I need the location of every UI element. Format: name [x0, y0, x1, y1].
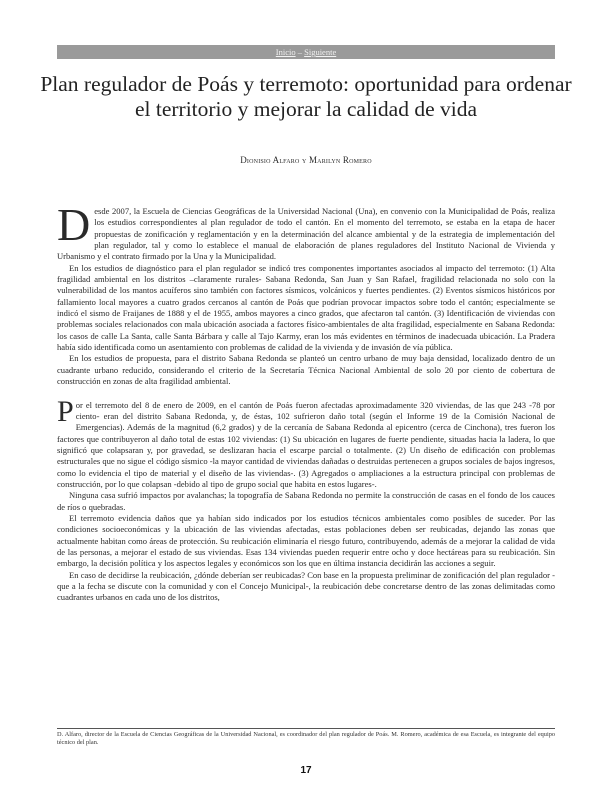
- paragraph-1: [57, 199, 555, 263]
- article-body: [57, 199, 555, 604]
- page-number: 17: [300, 765, 312, 776]
- article-authors: Dionisio Alfaro y Marilyn Romero: [240, 155, 372, 165]
- previous-link[interactable]: Inicio: [275, 47, 296, 57]
- next-link[interactable]: Siguiente: [304, 47, 337, 57]
- footnote: D. Alfaro, director de la Escuela de Ciencias Geográficas de la Universidad Nacional, es coordinador del plan regulador de Poás. M. Romero, académica de esa Escuela, es integrante del equipo técnico del plan.: [57, 731, 555, 746]
- paragraph-text: esde 2007, la Escuela de Ciencias Geográficas de la Universidad Nacional (Una), en convenio con la Municipalidad de Poás, realiza los estudios correspondientes al plan regulador de todo el cantón. En el momento del terremoto, se estaba en la etapa de hacer propuestas de zonificación y reglamentación y en la determinación del alcance ambiental y de la estrategia de implementación del plan regulador, tal y como lo establece el manual de elaboración de planes reguladores del Instituto Nacional de Vivienda y Urbanismo y el contrato firmado por la Una y la Municipalidad.: [57, 206, 555, 262]
- paragraph-text: or el terremoto del 8 de enero de 2009, en el cantón de Poás fueron afectadas aproximadamente 320 viviendas, de las que 243 -78 por ciento- eran del distrito Sabana Redonda, y, de éstas, 102 sufrieron daño total (según el Informe 19 de la Comisión Nacional de Emergencias). Además de la magnitud (6,2 grados) y de la cercanía de Sabana Redonda al epicentro (cerca de Cinchona), tres fueron los factores que contribuyeron al daño total de estas 102 viviendas: (1) Su ubicación en lugares de fuerte pendiente, situadas hacia la ladera, lo que significó que colapsaran y, por gravedad, se deslizaran hacia el escarpe parcial o totalmente. (2) Un diseño de edificación con problemas estructurales que no sigue el código sísmico -la mayor cantidad de viviendas dañadas o destruidas pertenecen a grupos sociales de bajos ingresos, como lo evidencia el tipo de material y el diseño de las viviendas-. (3) Agregados o ampliaciones a la estructura principal con problemas de construcción, por lo que colapsan -debido al tipo de grupo social que habita en estos lugares-.: [57, 399, 555, 489]
- article-title: Plan regulador de Poás y terremoto: oportunidad para ordenar el territorio y mejorar la calidad de vida: [40, 72, 572, 121]
- paragraph-3: En los estudios de propuesta, para el distrito Sabana Redonda se planteó un centro urbano de muy baja densidad, localizado dentro de un cuadrante urbano reducido, considerando el criterio de la Secretaría Técnica Nacional Ambiental de solo 20 por ciento de cobertura de construcción en zonas de alta fragilidad ambiental.: [57, 353, 555, 387]
- paragraph-6: El terremoto evidencia daños que ya habían sido indicados por los estudios técnicos ambientales como posibles de suceder. Por las condiciones socioeconómicas y la ubicación de las viviendas afectadas, estas poblaciones deben ser reubicadas, dejando las zonas que actualmente habitan como áreas de protección. Su reubicación eliminaría el riesgo futuro, contribuyendo, además de a mejorar la calidad de vida de las personas, a mejorar el estado de sus viviendas. Esas 134 viviendas pueden requerir entre ocho y doce hectáreas para su reubicación. Sin embargo, la decisión política y los aspectos legales y económicos son los que en última instancia decidirán las acciones a seguir.: [57, 512, 555, 569]
- drop-cap: P: [57, 394, 74, 428]
- navigation-bar: [57, 45, 555, 59]
- paragraph-4: [57, 394, 555, 491]
- drop-cap: D: [57, 199, 91, 250]
- paragraph-5: Ninguna casa sufrió impactos por avalanchas; la topografía de Sabana Redonda no permite la construcción de casas en el fondo de los cauces de ríos o quebradas.: [57, 490, 555, 512]
- paragraph-2: En los estudios de diagnóstico para el plan regulador se indicó tres componentes importantes asociados al impacto del terremoto: (1) Alta fragilidad ambiental en los distritos –claramente rurales- Sabana Redonda, San Juan y San Rafael, fragilidad relacionada no solo con la vulnerabilidad de los mantos acuíferos sino también con factores sísmicos, volcánicos y fuertes pendientes. (2) Eventos sísmicos históricos por fallamiento local mayores a cuatro grados cercanos al cantón de Poás que podrían provocar impactos sobre todo el cantón; especialmente se indicó el sismo de Fraijanes de 1888 y el de 1955, ambos mayores a cinco grados, que afectaron tal cantón. (3) Identificación de viviendas con problemas sociales relacionados con mala ubicación asociada a factores físico-ambientales de alta fragilidad, especialmente en Sabana Redonda: los casos de calle La Santa, calle Santa Bárbara y calle al Tajo Karmy, eran los más evidentes en términos de inadecuada ubicación. La Pradera había sido identificada como un asentamiento con problemas de calidad de la vivienda y de invasión de vía pública.: [57, 262, 555, 353]
- nav-separator: –: [295, 47, 305, 57]
- paragraph-7: En caso de decidirse la reubicación, ¿dónde deberían ser reubicadas? Con base en la propuesta preliminar de zonificación del plan regulador -que a la fecha se discute con la comunidad y con el Concejo Municipal-, la reubicación debe concretarse dentro de las zonas delimitadas como cuadrantes urbanos en cada uno de los distritos,: [57, 569, 555, 603]
- footnote-divider: [57, 728, 555, 729]
